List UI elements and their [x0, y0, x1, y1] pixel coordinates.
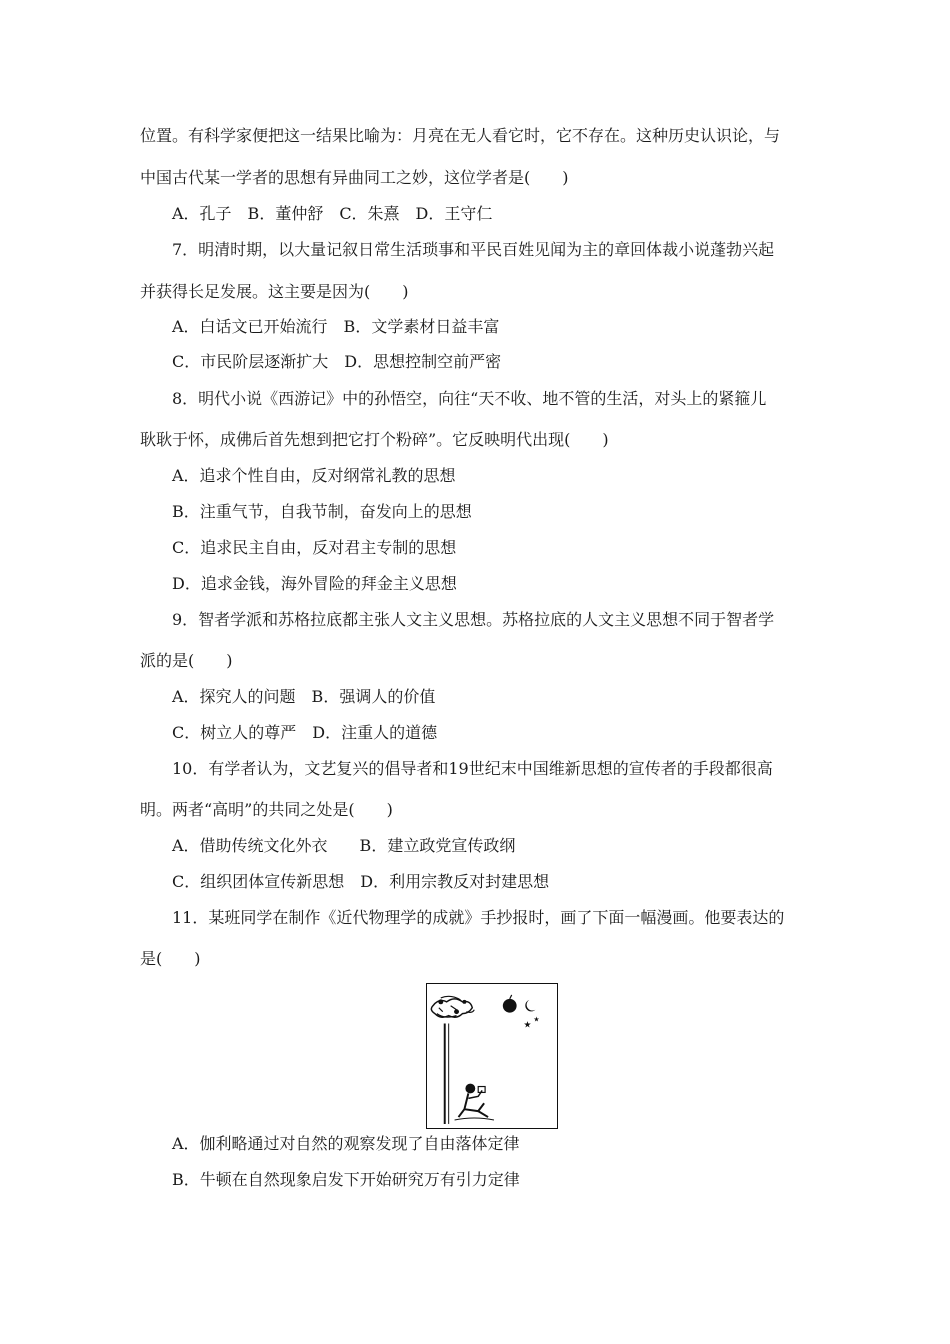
- q8-option-c: C．追求民主自由，反对君主专制的思想: [172, 538, 457, 557]
- q9-text-line: 派的是( ): [140, 651, 233, 670]
- q8-option-a: A．追求个性自由，反对纲常礼教的思想: [172, 466, 456, 485]
- q7-text-line: 并获得长足发展。这主要是因为( ): [140, 282, 409, 301]
- svg-text:★: ★: [523, 1020, 532, 1031]
- q8-text-line: 耿耿于怀，成佛后首先想到把它打个粉碎”。它反映明代出现( ): [140, 430, 609, 449]
- q7-options: A．白话文已开始流行 B．文学素材日益丰富: [172, 317, 500, 336]
- q7-options: C．市民阶层逐渐扩大 D．思想控制空前严密: [172, 352, 502, 371]
- q9-text-line: 9．智者学派和苏格拉底都主张人文主义思想。苏格拉底的人文主义思想不同于智者学: [172, 610, 775, 629]
- q8-text-line: 8．明代小说《西游记》中的孙悟空，向往“天不收、地不管的生活，对头上的紧箍儿: [172, 389, 767, 408]
- q10-options: A．借助传统文化外衣 B．建立政党宣传政纲: [172, 836, 516, 855]
- q9-options: A．探究人的问题 B．强调人的价值: [172, 687, 436, 706]
- q11-text-line: 11．某班同学在制作《近代物理学的成就》手抄报时，画了下面一幅漫画。他要表达的: [172, 908, 785, 927]
- q8-option-d: D．追求金钱，海外冒险的拜金主义思想: [172, 574, 457, 593]
- q7-text-line: 7．明清时期，以大量记叙日常生活琐事和平民百姓见闻为主的章回体裁小说蓬勃兴起: [172, 240, 775, 259]
- q8-option-b: B．注重气节，自我节制，奋发向上的思想: [172, 502, 472, 521]
- q10-text-line: 明。两者“高明”的共同之处是( ): [140, 800, 393, 819]
- q9-options: C．树立人的尊严 D．注重人的道德: [172, 723, 438, 742]
- q6-text-line: 中国古代某一学者的思想有异曲同工之妙，这位学者是( ): [140, 168, 569, 187]
- q11-option-a: A．伽利略通过对自然的观察发现了自由落体定律: [172, 1134, 520, 1153]
- q11-text-line: 是( ): [140, 949, 201, 968]
- q10-options: C．组织团体宣传新思想 D．利用宗教反对封建思想: [172, 872, 550, 891]
- newton-apple-tree-cartoon-icon: [426, 983, 558, 1129]
- q6-text-line: 位置。有科学家便把这一结果比喻为：月亮在无人看它时，它不存在。这种历史认识论，与: [140, 126, 781, 145]
- q10-text-line: 10．有学者认为，文艺复兴的倡导者和19世纪末中国维新思想的宣传者的手段都很高: [172, 759, 773, 778]
- q6-options: A．孔子 B．董仲舒 C．朱熹 D．王守仁: [172, 204, 493, 223]
- q11-option-b: B．牛顿在自然现象启发下开始研究万有引力定律: [172, 1170, 520, 1189]
- svg-text:★: ★: [533, 1015, 540, 1024]
